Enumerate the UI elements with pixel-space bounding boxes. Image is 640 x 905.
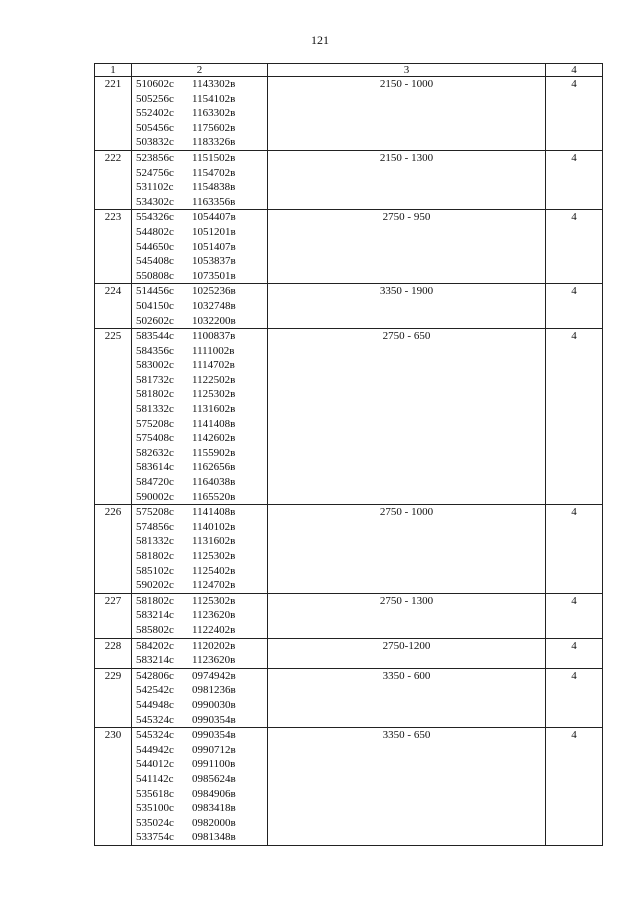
coordinate-pair: [136, 639, 267, 654]
longitude-value: 1114702в: [192, 359, 235, 372]
longitude-value: 1175602в: [192, 121, 236, 134]
latitude-value: 544942с: [136, 743, 174, 756]
altitude-range: 2750 - 650: [268, 329, 546, 505]
zone-value: 4: [546, 638, 603, 668]
coordinate-pair: [136, 284, 267, 299]
longitude-value: 1051407в: [192, 240, 236, 253]
coordinate-pair: [136, 787, 267, 802]
latitude-value: 542806с: [136, 669, 174, 682]
latitude-value: 514456с: [136, 285, 174, 298]
coordinate-pair: [136, 534, 267, 549]
longitude-value: 1162656в: [192, 461, 236, 474]
row-number: 229: [95, 668, 132, 727]
longitude-value: 1051201в: [192, 225, 236, 238]
latitude-value: 535024с: [136, 816, 174, 829]
coordinate-pair: [136, 329, 267, 344]
latitude-value: 575408с: [136, 432, 174, 445]
latitude-value: 504150с: [136, 299, 174, 312]
longitude-value: 1155902в: [192, 446, 236, 459]
coordinate-pair: [136, 728, 267, 743]
row-number: 227: [95, 593, 132, 638]
longitude-value: 1154102в: [192, 92, 236, 105]
row-number: 225: [95, 329, 132, 505]
zone-value: 4: [546, 284, 603, 329]
longitude-value: 1122502в: [192, 373, 236, 386]
longitude-value: 0990712в: [192, 743, 236, 756]
longitude-value: 1125402в: [192, 564, 236, 577]
zone-value: 4: [546, 593, 603, 638]
coordinate-pair: [136, 402, 267, 417]
coordinate-pair: [136, 373, 267, 388]
coordinate-pair: [136, 578, 267, 593]
latitude-value: 505256с: [136, 92, 174, 105]
zone-value: 4: [546, 668, 603, 727]
coordinate-list: [132, 668, 268, 727]
latitude-value: 510602с: [136, 78, 174, 90]
altitude-range: 2750-1200: [268, 638, 546, 668]
coordinate-pair: [136, 772, 267, 787]
latitude-value: 574856с: [136, 520, 174, 533]
longitude-value: 1141408в: [192, 417, 236, 430]
column-header-3: 3: [268, 64, 546, 77]
latitude-value: 550808с: [136, 269, 174, 282]
longitude-value: 1142602в: [192, 432, 236, 445]
table-row: [95, 77, 603, 151]
altitude-range: 3350 - 650: [268, 728, 546, 846]
latitude-value: 585802с: [136, 623, 174, 636]
longitude-value: 1125302в: [192, 550, 236, 562]
longitude-value: 1100837в: [192, 330, 236, 343]
coordinate-pair: [136, 713, 267, 728]
altitude-range: 2150 - 1300: [268, 150, 546, 209]
table-row: [95, 329, 603, 505]
latitude-value: 545324с: [136, 729, 174, 742]
header-row: [95, 64, 603, 77]
latitude-value: 552402с: [136, 107, 174, 120]
altitude-range: 3350 - 600: [268, 668, 546, 727]
latitude-value: 583544с: [136, 330, 174, 343]
latitude-value: 542542с: [136, 684, 174, 697]
coordinate-pair: [136, 816, 267, 831]
coordinate-pair: [136, 106, 267, 121]
latitude-value: 544012с: [136, 758, 174, 771]
latitude-value: 583214с: [136, 609, 174, 622]
column-header-1: 1: [95, 64, 132, 77]
latitude-value: 535618с: [136, 787, 174, 800]
longitude-value: 1154838в: [192, 181, 236, 194]
table-row: [95, 668, 603, 727]
table-row: [95, 505, 603, 594]
latitude-value: 545324с: [136, 713, 174, 726]
row-number: 230: [95, 728, 132, 846]
latitude-value: 581802с: [136, 388, 174, 401]
coordinate-pair: [136, 417, 267, 432]
longitude-value: 1165520в: [192, 490, 236, 503]
coordinate-pair: [136, 564, 267, 579]
coordinate-list: [132, 505, 268, 594]
longitude-value: 1131602в: [192, 535, 236, 548]
longitude-value: 1143302в: [192, 78, 236, 90]
longitude-value: 1032748в: [192, 299, 236, 312]
coordinate-pair: [136, 623, 267, 638]
coordinate-pair: [136, 608, 267, 623]
latitude-value: 581732с: [136, 373, 174, 386]
coordinate-list: [132, 150, 268, 209]
latitude-value: 590002с: [136, 490, 174, 503]
coordinate-pair: [136, 505, 267, 520]
coordinate-pair: [136, 698, 267, 713]
longitude-value: 1124702в: [192, 579, 236, 592]
table-row: [95, 593, 603, 638]
zone-value: 4: [546, 210, 603, 284]
coordinate-pair: [136, 269, 267, 284]
longitude-value: 0981348в: [192, 831, 236, 844]
longitude-value: 1154702в: [192, 166, 236, 179]
zone-value: 4: [546, 77, 603, 151]
coordinate-list: [132, 284, 268, 329]
longitude-value: 0974942в: [192, 669, 236, 682]
longitude-value: 0990354в: [192, 729, 236, 742]
row-number: 224: [95, 284, 132, 329]
coordinate-list: [132, 638, 268, 668]
row-number: 221: [95, 77, 132, 151]
coordinate-pair: [136, 669, 267, 684]
longitude-value: 0991100в: [192, 758, 236, 771]
latitude-value: 582632с: [136, 446, 174, 459]
coordinate-pair: [136, 344, 267, 359]
latitude-value: 533754с: [136, 831, 174, 844]
row-number: 226: [95, 505, 132, 594]
coordinate-list: [132, 728, 268, 846]
coordinate-pair: [136, 77, 267, 92]
coordinate-pair: [136, 151, 267, 166]
column-header-2: 2: [132, 64, 268, 77]
coordinate-pair: [136, 446, 267, 461]
longitude-value: 1183326в: [192, 136, 236, 149]
coordinate-pair: [136, 549, 267, 564]
latitude-value: 585102с: [136, 564, 174, 577]
longitude-value: 1141408в: [192, 506, 236, 519]
latitude-value: 583214с: [136, 654, 174, 667]
latitude-value: 544802с: [136, 225, 174, 238]
coordinate-list: [132, 329, 268, 505]
coordinate-pair: [136, 254, 267, 269]
coordinate-pair: [136, 121, 267, 136]
coordinate-pair: [136, 314, 267, 329]
coordinate-pair: [136, 92, 267, 107]
latitude-value: 581332с: [136, 535, 174, 548]
coordinate-pair: [136, 743, 267, 758]
coordinate-pair: [136, 460, 267, 475]
zone-value: 4: [546, 329, 603, 505]
latitude-value: 584720с: [136, 476, 174, 489]
longitude-value: 1125302в: [192, 388, 236, 401]
latitude-value: 523856с: [136, 151, 174, 164]
longitude-value: 1151502в: [192, 151, 236, 164]
longitude-value: 1140102в: [192, 520, 236, 533]
table-row: [95, 284, 603, 329]
altitude-range: 2750 - 1000: [268, 505, 546, 594]
altitude-range: 2750 - 950: [268, 210, 546, 284]
coordinate-pair: [136, 299, 267, 314]
coordinate-pair: [136, 225, 267, 240]
coordinate-pair: [136, 240, 267, 255]
coordinate-pair: [136, 830, 267, 845]
longitude-value: 1073501в: [192, 269, 236, 282]
coordinate-pair: [136, 683, 267, 698]
coordinate-pair: [136, 387, 267, 402]
latitude-value: 534302с: [136, 195, 174, 208]
longitude-value: 1123620в: [192, 654, 236, 667]
latitude-value: 581802с: [136, 550, 174, 562]
latitude-value: 544948с: [136, 698, 174, 711]
zone-value: 4: [546, 728, 603, 846]
longitude-value: 0984906в: [192, 787, 236, 800]
coordinate-pair: [136, 180, 267, 195]
column-header-4: 4: [546, 64, 603, 77]
coordinate-pair: [136, 135, 267, 150]
coordinate-pair: [136, 358, 267, 373]
latitude-value: 541142с: [136, 772, 174, 785]
latitude-value: 544650с: [136, 240, 174, 253]
row-number: 228: [95, 638, 132, 668]
table-row: [95, 638, 603, 668]
longitude-value: 1032200в: [192, 314, 236, 327]
altitude-range: 2750 - 1300: [268, 593, 546, 638]
coordinate-pair: [136, 166, 267, 181]
longitude-value: 0990354в: [192, 713, 236, 726]
latitude-value: 524756с: [136, 166, 174, 179]
latitude-value: 531102с: [136, 181, 174, 194]
latitude-value: 545408с: [136, 255, 174, 268]
coordinate-pair: [136, 653, 267, 668]
latitude-value: 505456с: [136, 121, 174, 134]
longitude-value: 0982000в: [192, 816, 236, 829]
longitude-value: 1125302в: [192, 594, 236, 607]
latitude-value: 584202с: [136, 639, 174, 652]
latitude-value: 584356с: [136, 344, 174, 357]
row-number: 223: [95, 210, 132, 284]
longitude-value: 1120202в: [192, 639, 236, 652]
longitude-value: 1131602в: [192, 403, 236, 416]
altitude-range: 2150 - 1000: [268, 77, 546, 151]
latitude-value: 581332с: [136, 403, 174, 416]
latitude-value: 554326с: [136, 211, 174, 224]
coordinate-pair: [136, 431, 267, 446]
coordinate-pair: [136, 520, 267, 535]
table-row: [95, 150, 603, 209]
coordinate-pair: [136, 195, 267, 210]
coordinate-list: [132, 210, 268, 284]
coordinate-pair: [136, 210, 267, 225]
longitude-value: 0985624в: [192, 772, 236, 785]
longitude-value: 1163302в: [192, 107, 236, 120]
longitude-value: 1053837в: [192, 255, 236, 268]
coordinate-pair: [136, 490, 267, 505]
table-row: [95, 728, 603, 846]
longitude-value: 1054407в: [192, 211, 236, 224]
altitude-range: 3350 - 1900: [268, 284, 546, 329]
row-number: 222: [95, 150, 132, 209]
latitude-value: 575208с: [136, 506, 174, 519]
latitude-value: 503832с: [136, 136, 174, 149]
longitude-value: 1164038в: [192, 476, 236, 489]
coordinate-pair: [136, 594, 267, 609]
latitude-value: 502602с: [136, 314, 174, 327]
latitude-value: 590202с: [136, 579, 174, 592]
page-number: 121: [311, 33, 329, 47]
coordinate-pair: [136, 757, 267, 772]
latitude-value: 575208с: [136, 417, 174, 430]
coordinates-table: [94, 63, 603, 846]
coordinate-list: [132, 77, 268, 151]
longitude-value: 1025236в: [192, 285, 236, 298]
latitude-value: 583614с: [136, 461, 174, 474]
longitude-value: 0990030в: [192, 698, 236, 711]
table-body: [95, 77, 603, 846]
coordinate-pair: [136, 475, 267, 490]
coordinate-list: [132, 593, 268, 638]
longitude-value: 1123620в: [192, 609, 236, 622]
longitude-value: 1111002в: [192, 344, 235, 357]
longitude-value: 0983418в: [192, 802, 236, 815]
table-row: [95, 210, 603, 284]
longitude-value: 0981236в: [192, 684, 236, 697]
longitude-value: 1163356в: [192, 195, 236, 208]
latitude-value: 535100с: [136, 802, 174, 815]
coordinate-pair: [136, 801, 267, 816]
longitude-value: 1122402в: [192, 623, 236, 636]
zone-value: 4: [546, 150, 603, 209]
zone-value: 4: [546, 505, 603, 594]
latitude-value: 581802с: [136, 594, 174, 607]
latitude-value: 583002с: [136, 359, 174, 372]
